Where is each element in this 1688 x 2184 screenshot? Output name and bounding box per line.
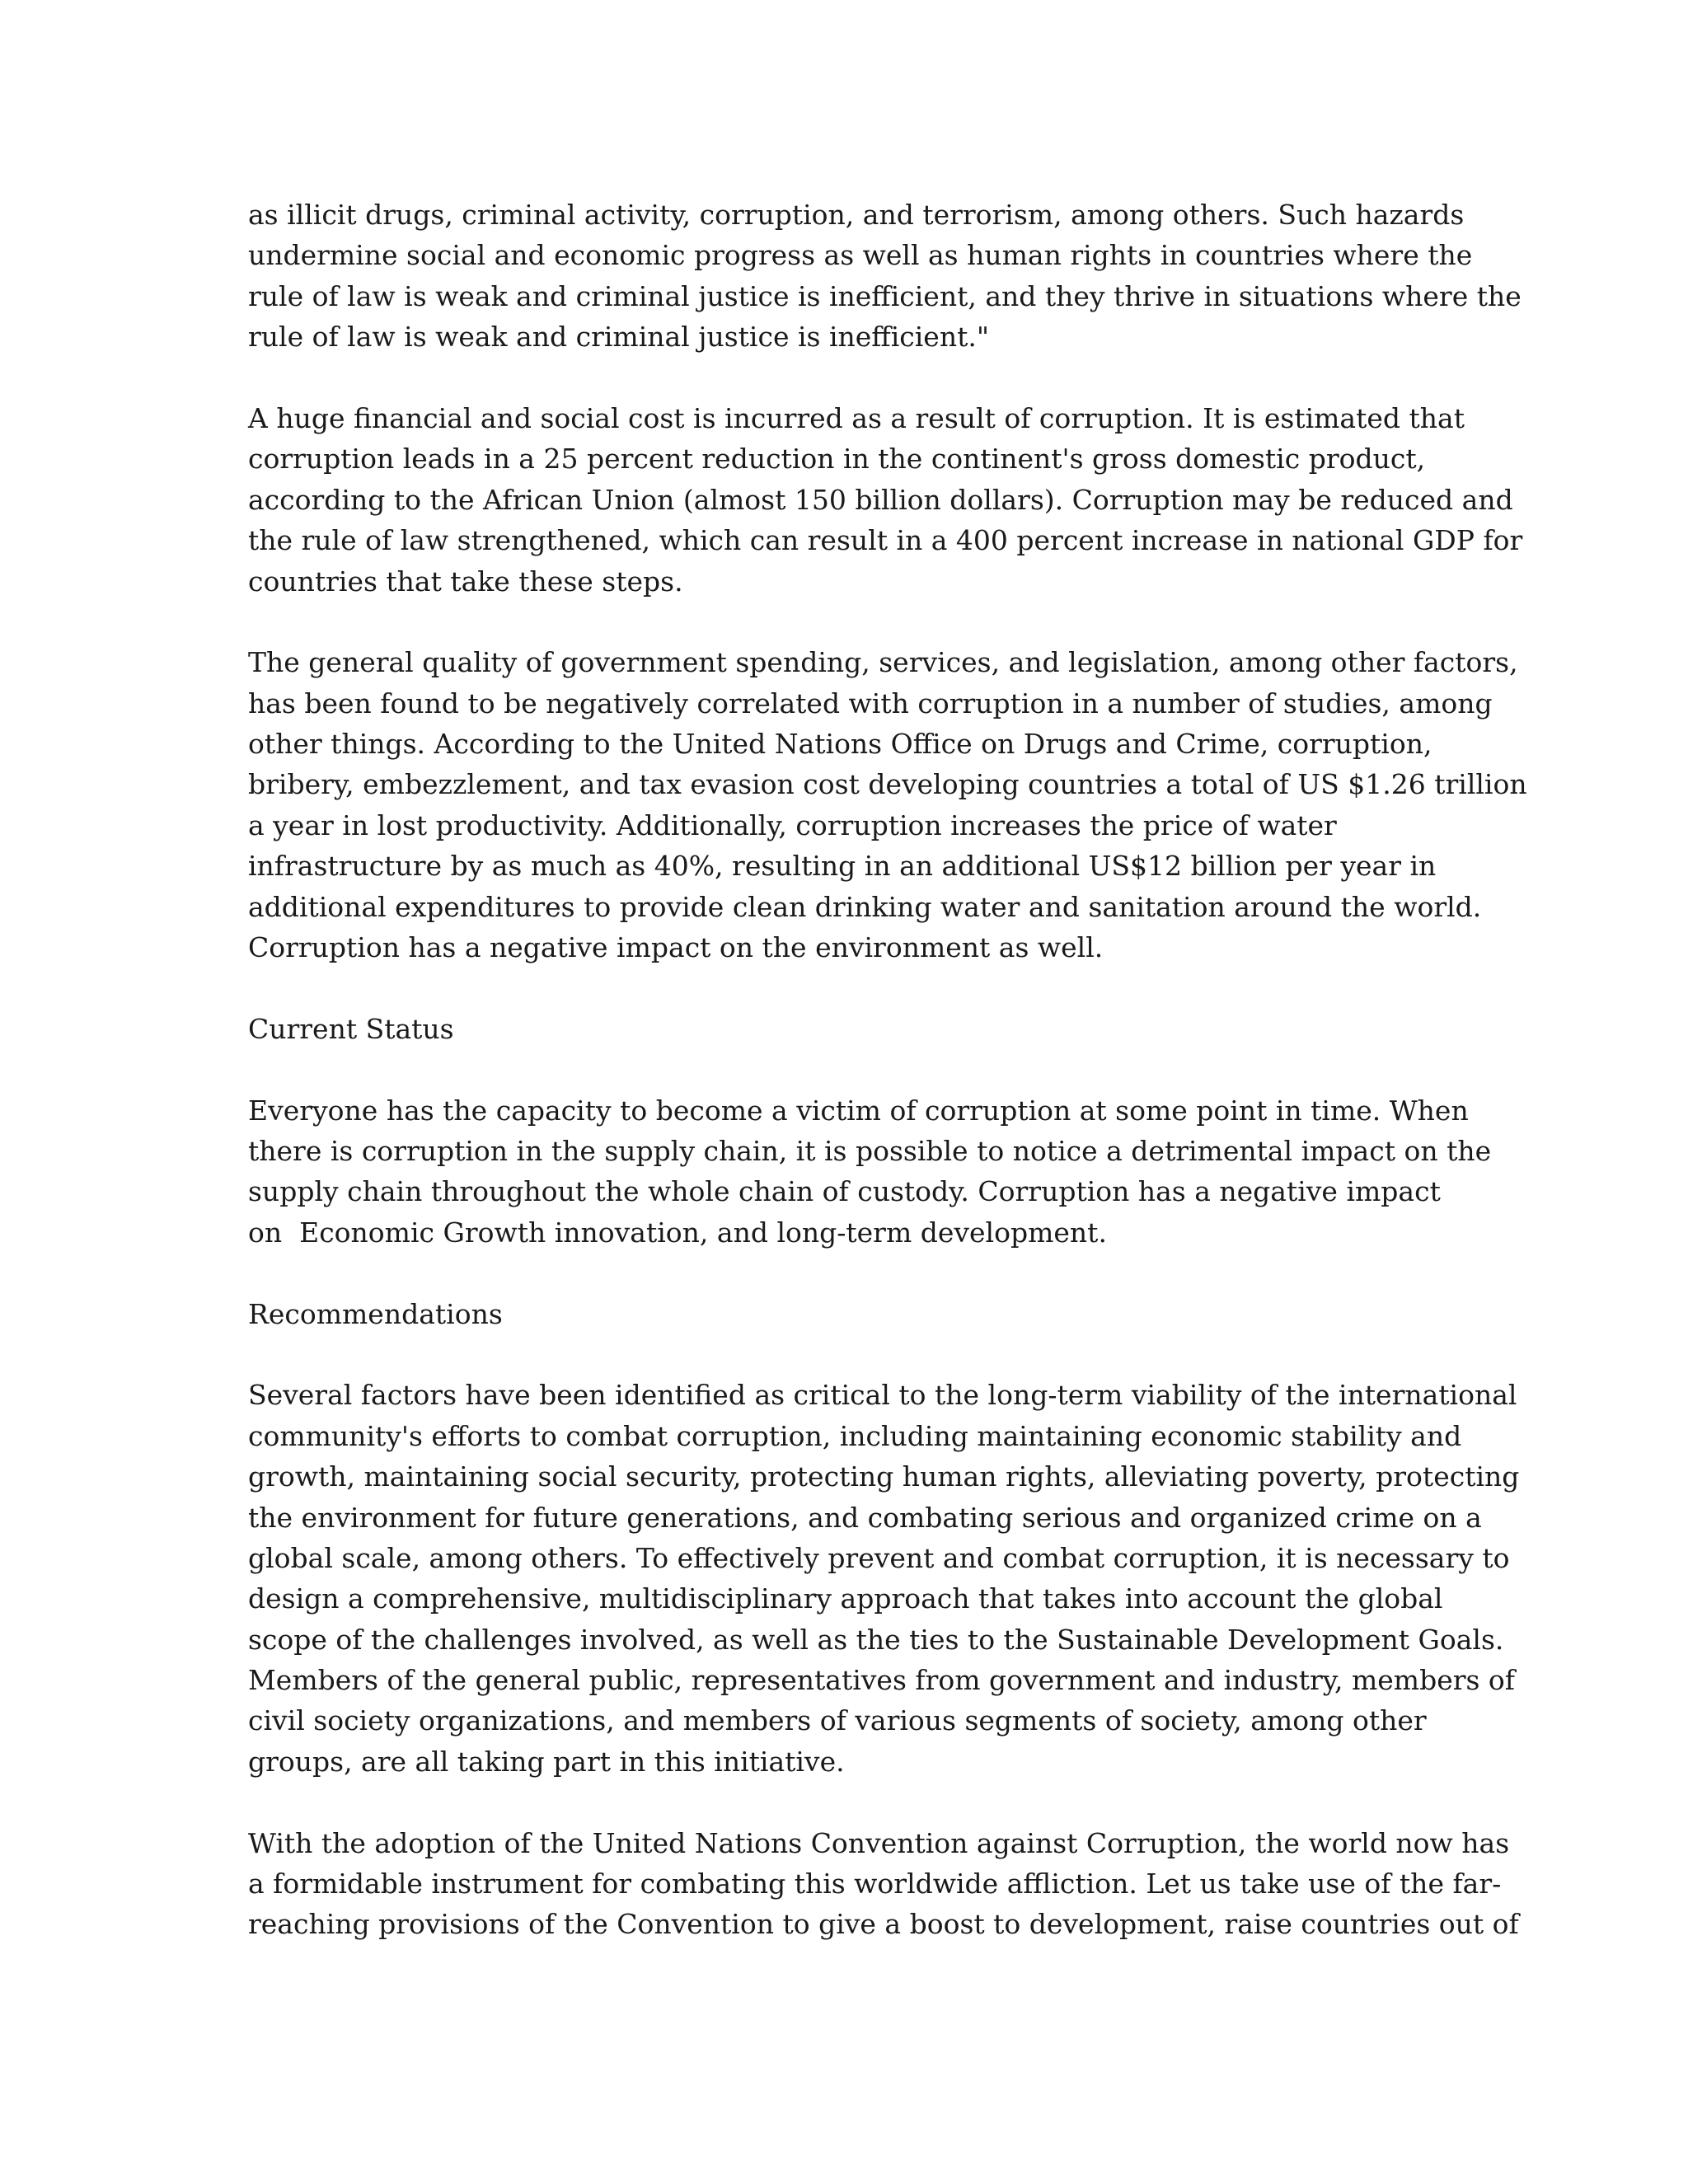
paragraph-un-convention <box>248 1823 1519 1945</box>
text-line: supply chain throughout the whole chain of custody. Corruption has a negative impact <box>248 1175 1441 1208</box>
text-line: infrastructure by as much as 40%, resulting in an additional US$12 billion per year in <box>248 850 1437 883</box>
text-line: other things. According to the United Nations Office on Drugs and Crime, corruption, <box>248 728 1432 761</box>
section-heading-current-status: Current Status <box>248 1012 454 1045</box>
text-line: reaching provisions of the Convention to give a boost to development, raise countries out of <box>248 1908 1519 1941</box>
text-line: a formidable instrument for combating this worldwide affliction. Let us take use of the far- <box>248 1868 1502 1900</box>
text-line: Corruption has a negative impact on the environment as well. <box>248 931 1104 964</box>
text-line: the rule of law strengthened, which can result in a 400 percent increase in national GDP for <box>248 524 1523 557</box>
text-line: groups, are all taking part in this initiative. <box>248 1745 845 1778</box>
text-line: scope of the challenges involved, as well as the ties to the Sustainable Development Goals. <box>248 1623 1504 1656</box>
paragraph-recommendations <box>248 1375 1520 1782</box>
text-line: undermine social and economic progress as well as human rights in countries where the <box>248 239 1473 272</box>
text-line: design a comprehensive, multidisciplinary approach that takes into account the global <box>248 1582 1443 1615</box>
text-line: corruption leads in a 25 percent reduction in the continent's gross domestic product, <box>248 443 1426 476</box>
text-line: there is corruption in the supply chain, it is possible to notice a detrimental impact on the <box>248 1135 1492 1167</box>
text-line: has been found to be negatively correlated with corruption in a number of studies, among <box>248 687 1493 719</box>
text-line: a year in lost productivity. Additionally, corruption increases the price of water <box>248 808 1337 841</box>
text-line: the environment for future generations, and combating serious and organized crime on a <box>248 1501 1482 1534</box>
document-body <box>248 194 1527 1985</box>
text-line: on Economic Growth innovation, and long-term development. <box>248 1216 1107 1249</box>
text-line: bribery, embezzlement, and tax evasion cost developing countries a total of US $1.26 trillion <box>248 768 1527 801</box>
text-line: growth, maintaining social security, protecting human rights, alleviating poverty, protecting <box>248 1460 1520 1493</box>
text-line: as illicit drugs, criminal activity, corruption, and terrorism, among others. Such hazards <box>248 199 1465 231</box>
text-line: rule of law is weak and criminal justice is inefficient, and they thrive in situations where the <box>248 279 1522 312</box>
text-line: Members of the general public, representatives from government and industry, members of <box>248 1664 1516 1697</box>
text-line: community's efforts to combat corruption, including maintaining economic stability and <box>248 1419 1462 1452</box>
text-line: The general quality of government spending, services, and legislation, among other factors, <box>248 646 1518 679</box>
text-line: global scale, among others. To effectively prevent and combat corruption, it is necessary to <box>248 1541 1510 1574</box>
section-heading-recommendations: Recommendations <box>248 1297 503 1330</box>
text-line: With the adoption of the United Nations Convention against Corruption, the world now has <box>248 1826 1510 1859</box>
text-line: rule of law is weak and criminal justice is inefficient." <box>248 321 990 354</box>
paragraph-current-status <box>248 1090 1492 1254</box>
text-line: countries that take these steps. <box>248 565 683 598</box>
text-line: A huge financial and social cost is incurred as a result of corruption. It is estimated that <box>248 401 1465 434</box>
text-line: additional expenditures to provide clean drinking water and sanitation around the world. <box>248 890 1482 923</box>
paragraph-government-quality <box>248 642 1527 968</box>
paragraph-financial-cost <box>248 398 1523 602</box>
text-line: Everyone has the capacity to become a victim of corruption at some point in time. When <box>248 1094 1469 1127</box>
paragraph-intro-continuation <box>248 194 1522 358</box>
text-line: according to the African Union (almost 150 billion dollars). Corruption may be reduced and <box>248 483 1513 516</box>
text-line: Several factors have been identified as critical to the long-term viability of the international <box>248 1379 1517 1412</box>
text-line: civil society organizations, and members of various segments of society, among other <box>248 1704 1427 1737</box>
